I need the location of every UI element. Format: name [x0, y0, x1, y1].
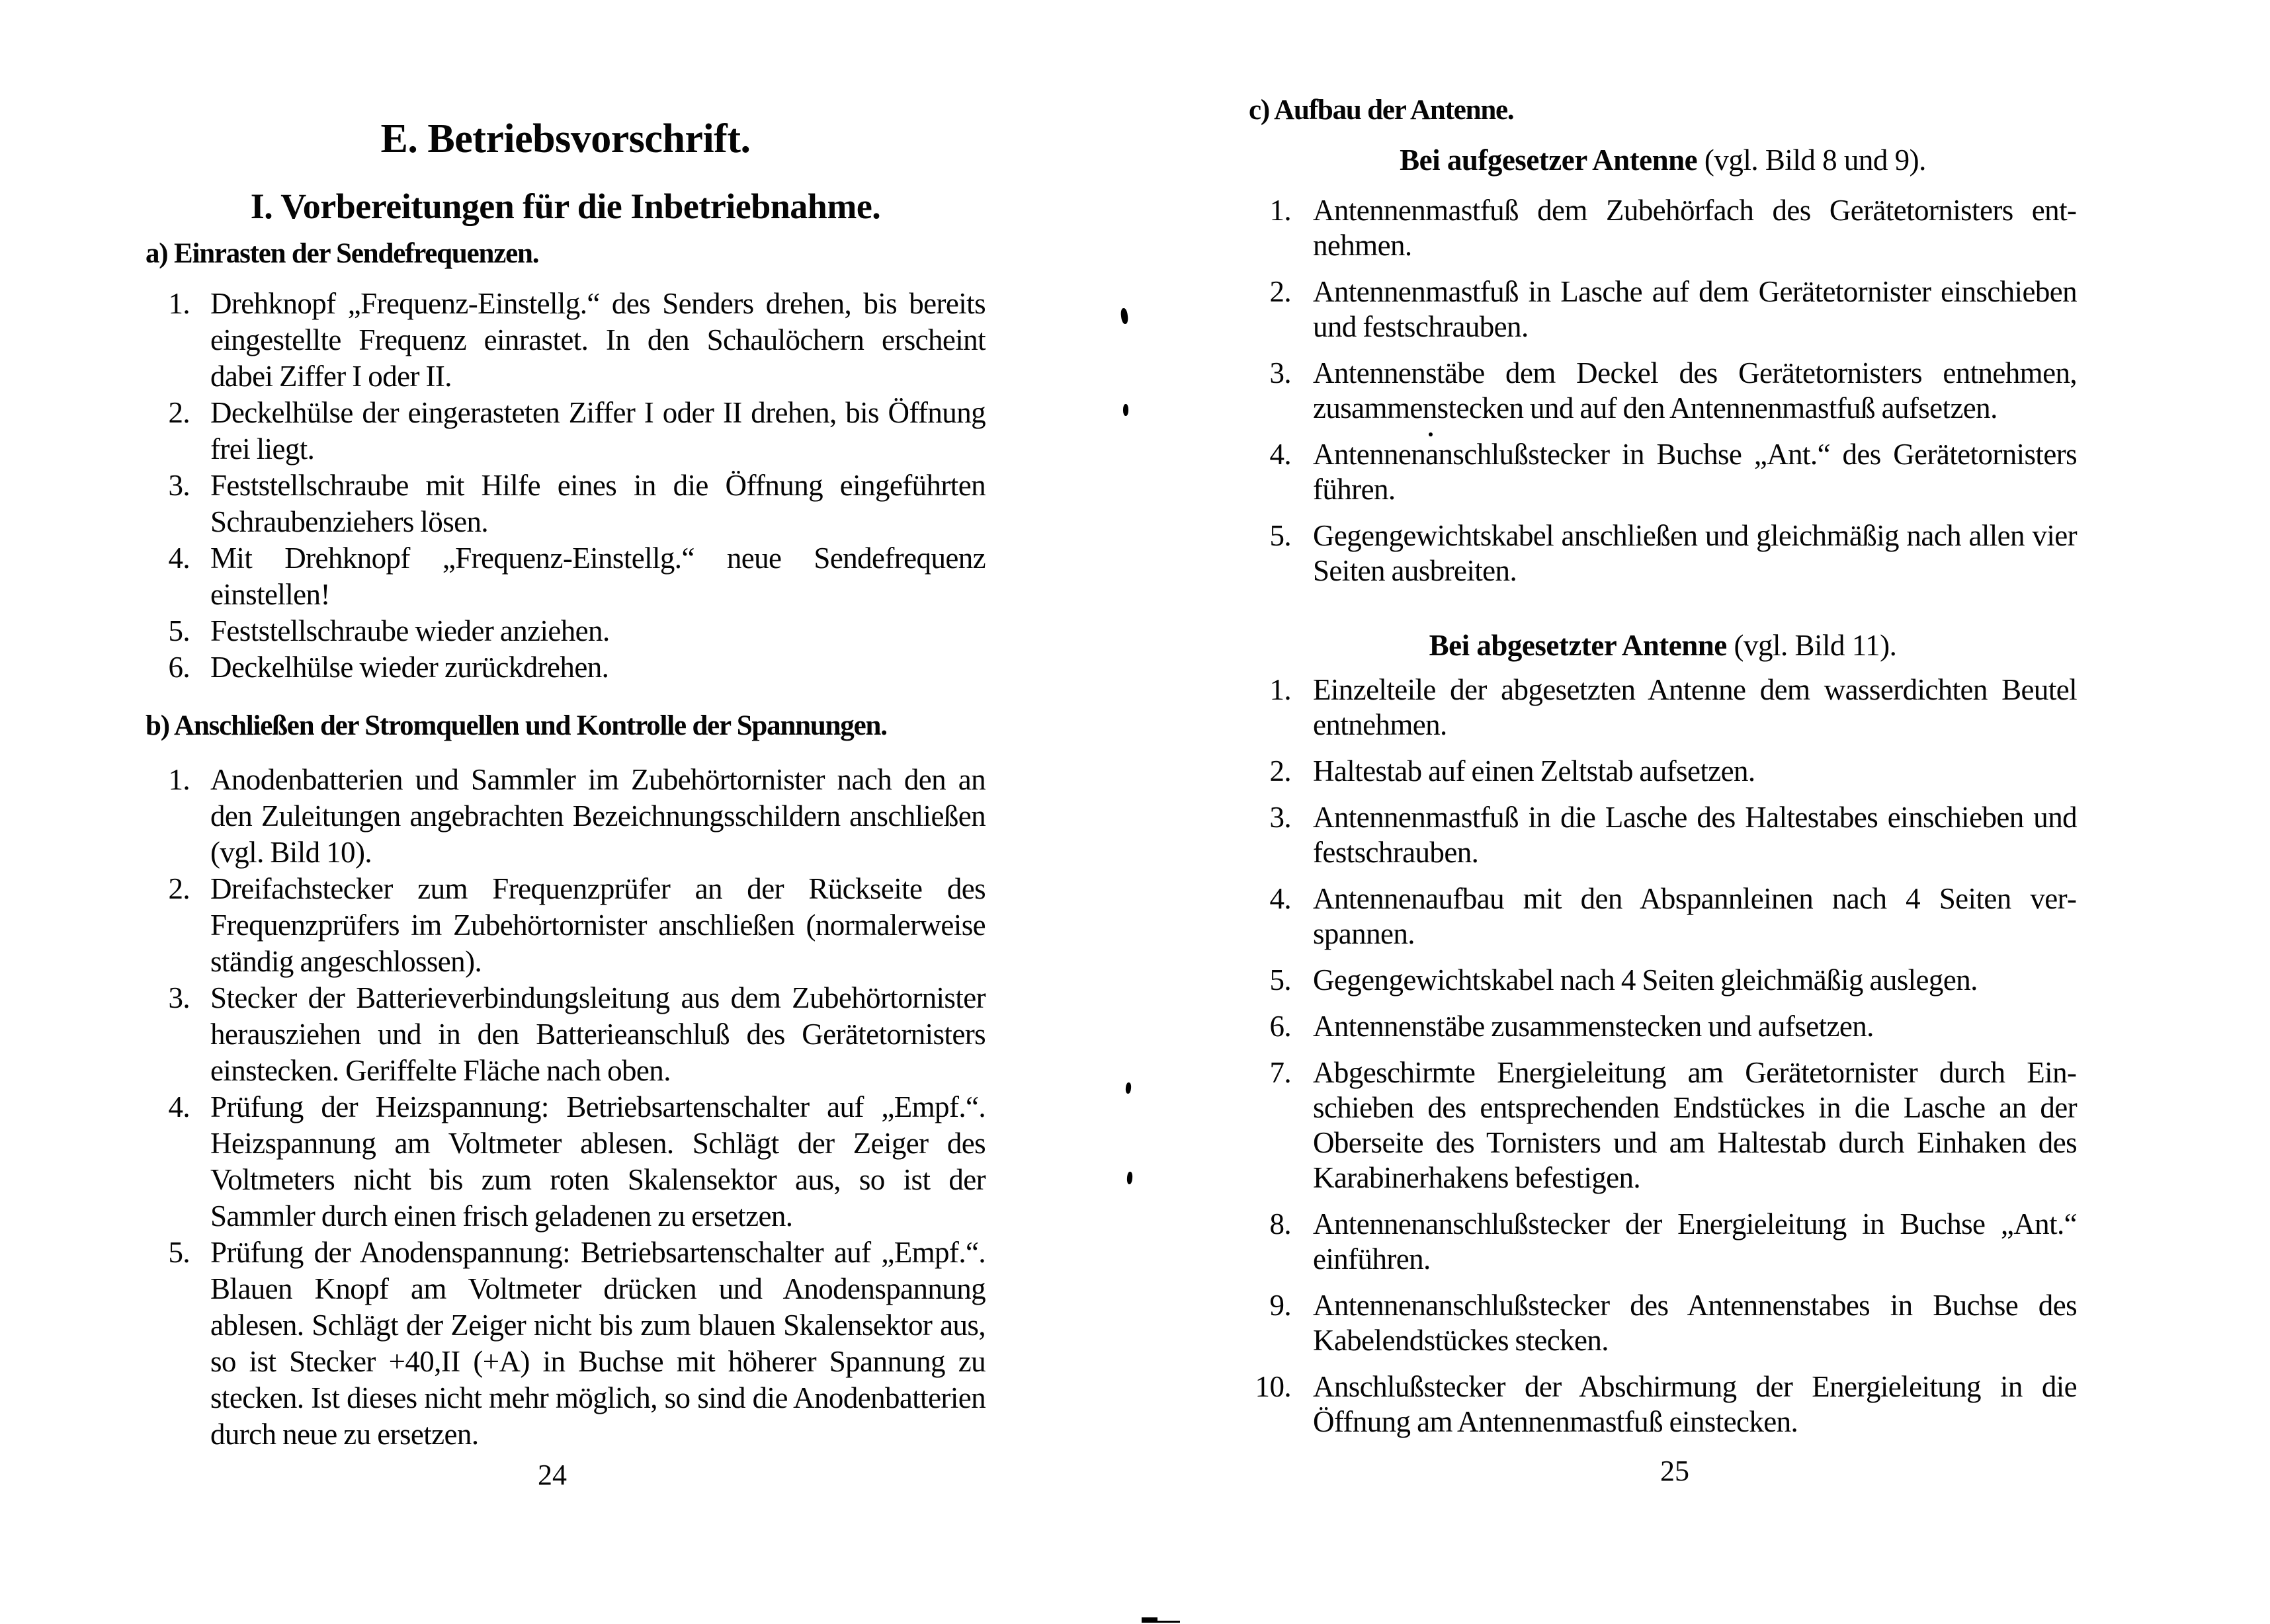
- item-text: Abgeschirmte Energieleitung am Gerätetornister durch Einschieben des entsprechenden Endstückes in die Lasche an der Oberseite des Tornisters und am Haltestab durch Einhaken des Karabinerhakens befestigen.: [1313, 1056, 2077, 1194]
- list-item: [146, 540, 986, 613]
- subsection-heading-aufgesetzte-antenne: [1249, 142, 2077, 179]
- ink-speck: [1125, 1082, 1131, 1094]
- item-number: 8.: [1269, 1207, 1291, 1240]
- list-item: [1249, 356, 2077, 426]
- item-text: Antennenaufbau mit den Abspannleinen nach 4 Seiten verspannen.: [1313, 882, 2077, 950]
- item-text: Antennenanschlußstecker der Energieleitung in Buchse „Ant.“ einführen.: [1313, 1207, 2077, 1276]
- list-item: [1249, 1055, 2077, 1196]
- item-number: 5.: [168, 614, 190, 647]
- item-text: Antennenanschlußstecker in Buchse „Ant.“ des Gerätetornisters führen.: [1313, 438, 2077, 506]
- item-text: Einzelteile der abgesetzten Antenne dem wasserdichten Beutel entnehmen.: [1313, 673, 2077, 741]
- section-b-list: [146, 762, 986, 1453]
- ink-speck: [1429, 432, 1433, 436]
- item-number: 3.: [1269, 801, 1291, 834]
- scan-smudge-thin: [1142, 1621, 1180, 1623]
- list-item: [1249, 672, 2077, 743]
- item-number: 5.: [168, 1236, 190, 1269]
- aufgesetzte-antenne-list: [1249, 193, 2077, 589]
- ink-speck: [1123, 404, 1128, 416]
- list-item: [146, 467, 986, 540]
- list-item: [146, 649, 986, 686]
- item-number: 5.: [1269, 963, 1291, 996]
- subsection-note: (vgl. Bild 11).: [1726, 629, 1897, 662]
- item-text: Drehknopf „Frequenz-Einstellg.“ des Senders drehen, bis bereits eingestellte Frequenz einrastet. In den Schaulöchern erscheint dabei Ziffer I oder II.: [210, 287, 986, 393]
- list-item: [1249, 193, 2077, 263]
- list-item: [146, 871, 986, 980]
- item-text: Antennenmastfuß in Lasche auf dem Gerätetornister einschieben und festschrauben.: [1313, 275, 2077, 343]
- item-number: 6.: [1269, 1010, 1291, 1043]
- item-number: 3.: [168, 981, 190, 1014]
- item-number: 1.: [1269, 194, 1291, 227]
- item-number: 3.: [1269, 356, 1291, 389]
- list-item: [146, 980, 986, 1089]
- item-text: Gegengewichtskabel anschließen und gleichmäßig nach allen vier Seiten ausbreiten.: [1313, 519, 2077, 587]
- list-item: [146, 286, 986, 395]
- section-a-list: [146, 286, 986, 686]
- manual-page-25: [1249, 0, 2077, 1624]
- item-text: Antennenmastfuß dem Zubehörfach des Gerätetornisters entnehmen.: [1313, 194, 2077, 262]
- item-number: 4.: [1269, 438, 1291, 471]
- item-number: 9.: [1269, 1289, 1291, 1322]
- list-item: [146, 395, 986, 467]
- page-number: 24: [538, 1459, 567, 1491]
- section-c-heading: c) Aufbau der Antenne.: [1249, 95, 1514, 126]
- item-text: Mit Drehknopf „Frequenz-Einstellg.“ neue Sendefrequenz einstellen!: [210, 542, 986, 611]
- subsection-title: Bei aufgesetzer Antenne: [1400, 143, 1698, 177]
- list-item: [1249, 1288, 2077, 1358]
- item-text: Gegengewichtskabel nach 4 Seiten gleichmäßig auslegen.: [1313, 963, 1978, 996]
- item-number: 2.: [1269, 754, 1291, 788]
- list-item: [1249, 518, 2077, 589]
- item-number: 1.: [1269, 673, 1291, 706]
- item-number: 1.: [168, 763, 190, 796]
- abgesetzte-antenne-list: [1249, 672, 2077, 1440]
- subsection-title: Bei abgesetzter Antenne: [1429, 629, 1727, 662]
- section-a-heading: a) Einrasten der Sendefrequenzen.: [146, 238, 539, 269]
- subsection-note: (vgl. Bild 8 und 9).: [1697, 143, 1926, 177]
- item-text: Feststellschraube wieder anziehen.: [210, 614, 610, 647]
- item-number: 2.: [1269, 275, 1291, 308]
- list-item: [1249, 800, 2077, 870]
- page-number: 25: [1660, 1455, 1689, 1487]
- item-text: Antennenanschlußstecker des Antennenstabes in Buchse des Kabelendstückes stecken.: [1313, 1289, 2077, 1357]
- list-item: [1249, 274, 2077, 345]
- subsection-heading-abgesetzte-antenne: [1249, 628, 2077, 664]
- item-text: Dreifachstecker zum Frequenzprüfer an der Rückseite des Frequenzprüfers im Zubehörtornister anschließen (normalerweise ständig angeschlossen).: [210, 872, 986, 978]
- item-number: 10.: [1255, 1370, 1291, 1403]
- list-item: [146, 613, 986, 649]
- item-number: 4.: [168, 542, 190, 575]
- list-item: [1249, 1369, 2077, 1440]
- item-text: Antennenmastfuß in die Lasche des Haltestabes einschieben und festschrauben.: [1313, 801, 2077, 869]
- page-title: E. Betriebsvorschrift.: [380, 116, 751, 161]
- list-item: [1249, 1009, 2077, 1044]
- item-text: Anodenbatterien und Sammler im Zubehörtornister nach den an den Zuleitungen angebrachten Bezeichnungsschildern anschließen (vgl. Bild 10).: [210, 763, 986, 869]
- list-item: [146, 762, 986, 871]
- item-number: 2.: [168, 396, 190, 429]
- scan-smudge: [1142, 1617, 1221, 1624]
- item-number: 4.: [168, 1090, 190, 1123]
- item-number: 6.: [168, 651, 190, 684]
- item-text: Stecker der Batterieverbindungsleitung aus dem Zubehörtornister herausziehen und in den Batterieanschluß des Gerätetornisters einstecken. Geriffelte Fläche nach oben.: [210, 981, 986, 1087]
- list-item: [1249, 881, 2077, 952]
- list-item: [146, 1089, 986, 1235]
- section-b-heading: b) Anschließen der Stromquellen und Kontrolle der Spannungen.: [146, 710, 887, 741]
- item-text: Haltestab auf einen Zeltstab aufsetzen.: [1313, 754, 1755, 788]
- item-text: Deckelhülse wieder zurückdrehen.: [210, 651, 609, 684]
- item-number: 4.: [1269, 882, 1291, 915]
- item-number: 2.: [168, 872, 190, 905]
- chapter-heading: I. Vorbereitungen für die Inbetriebnahme.: [250, 186, 881, 226]
- item-text: Feststellschraube mit Hilfe eines in die Öffnung eingeführten Schraubenziehers lösen.: [210, 469, 986, 538]
- item-text: Antennenstäbe zusammenstecken und aufsetzen.: [1313, 1010, 1874, 1043]
- list-item: [146, 1235, 986, 1453]
- item-number: 7.: [1269, 1056, 1291, 1089]
- ink-speck: [1120, 307, 1129, 324]
- item-text: Anschlußstecker der Abschirmung der Energieleitung in die Öffnung am Antennenmastfuß einstecken.: [1313, 1370, 2077, 1438]
- list-item: [1249, 963, 2077, 998]
- item-number: 5.: [1269, 519, 1291, 552]
- ink-speck: [1126, 1172, 1132, 1185]
- item-text: Prüfung der Heizspannung: Betriebsartenschalter auf „Empf.“. Heizspannung am Voltmeter ablesen. Schlägt der Zeiger des Voltmeters nicht bis zum roten Skalensektor aus, so ist der Sammler durch einen frisch geladenen zu ersetzen.: [210, 1090, 986, 1233]
- item-text: Antennenstäbe dem Deckel des Gerätetornisters entnehmen, zusammenstecken und auf den Antennenmastfuß aufsetzen.: [1313, 356, 2077, 425]
- item-number: 3.: [168, 469, 190, 502]
- list-item: [1249, 1207, 2077, 1277]
- list-item: [1249, 754, 2077, 789]
- manual-page-24: [146, 0, 986, 1624]
- list-item: [1249, 437, 2077, 507]
- item-text: Prüfung der Anodenspannung: Betriebsartenschalter auf „Empf.“. Blauen Knopf am Voltmeter drücken und Anodenspannung ablesen. Schlägt der Zeiger nicht bis zum blauen Skalensektor aus, so ist Stecker +40,II (+A) in Buchse mit höherer Spannung zu stecken. Ist dieses nicht mehr möglich, so sind die Anodenbatterien durch neue zu ersetzen.: [210, 1236, 986, 1451]
- item-number: 1.: [168, 287, 190, 320]
- item-text: Deckelhülse der eingerasteten Ziffer I oder II drehen, bis Öffnung frei liegt.: [210, 396, 986, 466]
